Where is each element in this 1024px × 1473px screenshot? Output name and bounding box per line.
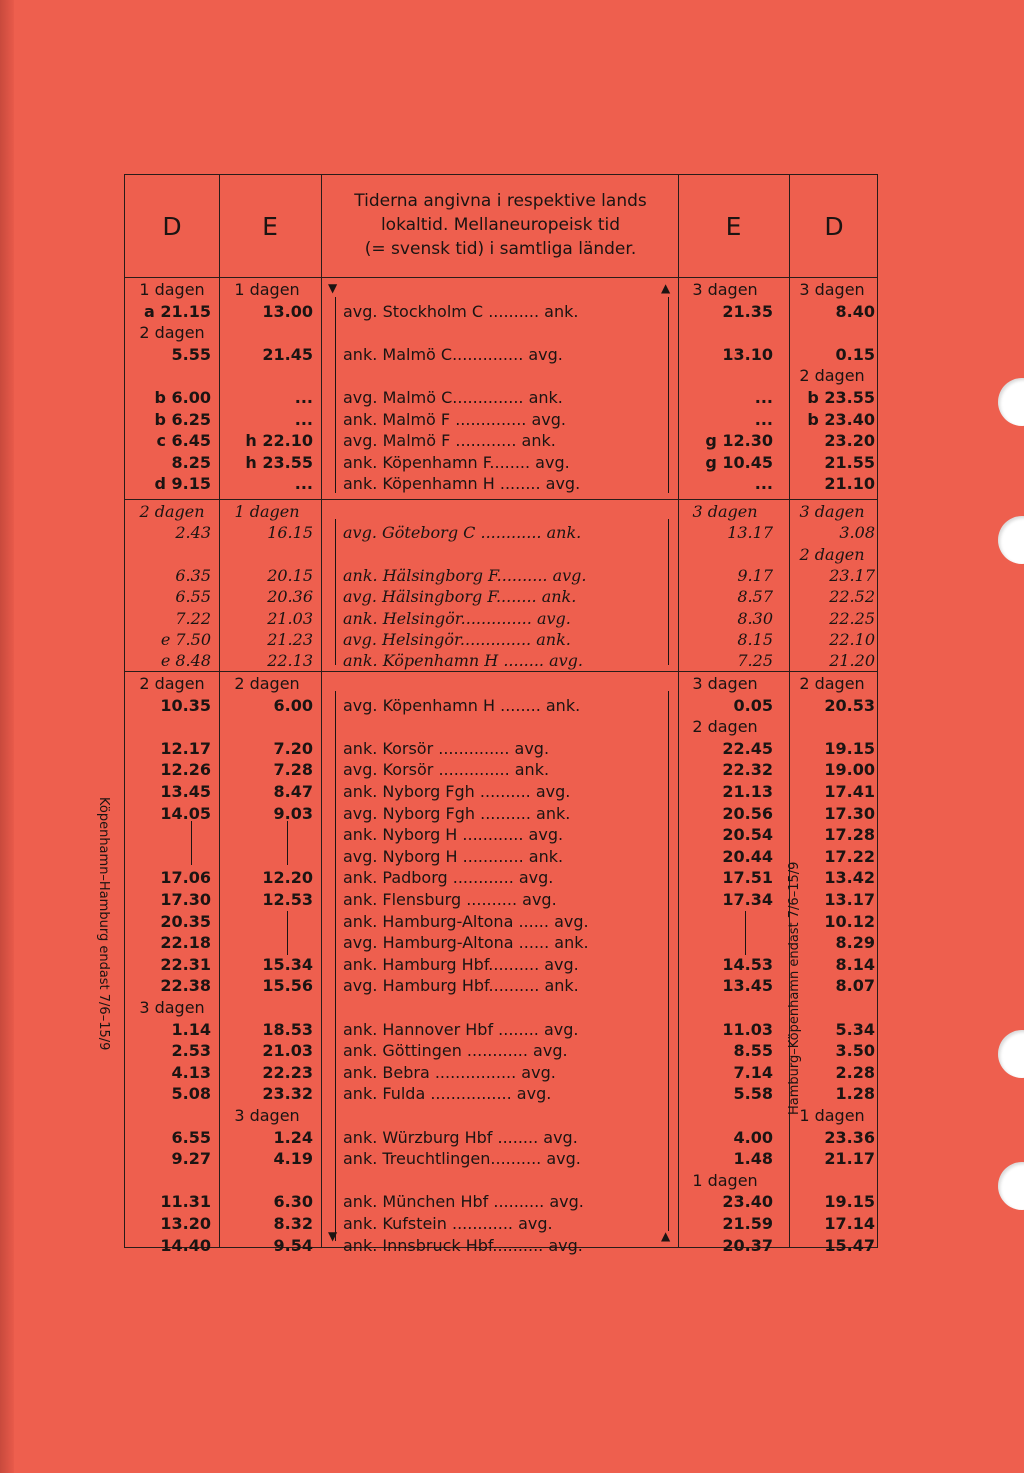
- time-cell: 21.23: [267, 629, 313, 649]
- time-cell: 13.42: [824, 868, 875, 888]
- table-row: [125, 365, 877, 386]
- time-cell: 21.17: [824, 1149, 875, 1169]
- table-row: [125, 409, 877, 430]
- table-row: [125, 1170, 877, 1191]
- station-cell: ank. Nyborg H ............ avg.: [343, 825, 564, 845]
- time-cell: ...: [294, 474, 313, 494]
- time-cell: 6.55: [175, 587, 211, 607]
- station-cell: avg. Göteborg C ............ ank.: [343, 523, 582, 543]
- table-row: [125, 889, 877, 910]
- header-note: [323, 189, 678, 261]
- time-cell: 11.03: [722, 1019, 773, 1039]
- time-cell: 8.25: [171, 452, 211, 472]
- time-cell: a 21.15: [144, 301, 211, 321]
- time-cell: b 6.00: [154, 388, 211, 407]
- time-cell: 2 dagen: [799, 674, 865, 693]
- time-cell: 3 dagen: [799, 280, 865, 299]
- table-row: [125, 544, 877, 565]
- time-cell: 8.07: [835, 976, 875, 996]
- header-col-e-return: E: [725, 211, 742, 241]
- table-row: [125, 501, 877, 522]
- time-cell: 20.44: [722, 846, 773, 866]
- time-cell: 2 dagen: [139, 323, 205, 343]
- time-cell: 8.32: [273, 1214, 313, 1233]
- time-cell: 8.14: [835, 954, 875, 974]
- time-cell: 9.03: [273, 803, 313, 823]
- table-row: [125, 565, 877, 586]
- section-divider: [125, 671, 877, 672]
- time-cell: 2.53: [171, 1041, 211, 1061]
- time-cell: 4.19: [273, 1149, 313, 1169]
- time-cell: 20.53: [824, 695, 875, 715]
- time-cell: ...: [294, 409, 313, 429]
- time-cell: 23.32: [262, 1084, 313, 1104]
- time-cell: 2 dagen: [139, 674, 205, 693]
- time-cell: 21.13: [722, 782, 773, 801]
- time-cell: 12.17: [160, 738, 211, 758]
- table-row: [125, 695, 877, 716]
- time-cell: 15.56: [262, 976, 313, 996]
- time-cell: e 8.48: [160, 651, 211, 671]
- time-cell: 21.10: [824, 474, 875, 494]
- arrow-up-icon: ▲: [661, 281, 671, 295]
- station-cell: ank. Würzburg Hbf ........ avg.: [343, 1127, 578, 1147]
- time-cell: 1.48: [733, 1149, 773, 1169]
- station-cell: ank. Malmö F .............. avg.: [343, 409, 566, 429]
- time-cell: 2 dagen: [692, 717, 758, 737]
- time-cell: 16.15: [267, 523, 313, 543]
- time-cell: 6.55: [171, 1127, 211, 1147]
- time-cell: 21.35: [722, 301, 773, 321]
- time-cell: 17.14: [824, 1214, 875, 1233]
- table-row: [125, 387, 877, 408]
- station-cell: ank. Treuchtlingen.......... avg.: [343, 1149, 581, 1169]
- time-cell: 8.47: [273, 782, 313, 801]
- time-cell: ...: [754, 409, 773, 429]
- table-row: [125, 738, 877, 759]
- timetable: [96, 174, 878, 1255]
- table-row: [125, 781, 877, 802]
- time-cell: 17.06: [160, 868, 211, 888]
- time-cell: 1.28: [835, 1084, 875, 1104]
- station-cell: avg. Malmö C.............. ank.: [343, 388, 563, 407]
- time-cell: 3.08: [839, 523, 875, 543]
- punch-hole: [998, 1030, 1024, 1078]
- table-row: [125, 1040, 877, 1061]
- station-cell: ank. Helsingör.............. avg.: [343, 608, 571, 628]
- header-note-line: (= svensk tid) i samtliga länder.: [364, 239, 637, 259]
- page-edge: [0, 0, 14, 1473]
- time-cell: 3 dagen: [692, 674, 758, 693]
- table-row: [125, 1019, 877, 1040]
- station-cell: ank. München Hbf .......... avg.: [343, 1192, 584, 1212]
- time-cell: e 7.50: [160, 629, 211, 649]
- time-cell: 8.30: [737, 608, 773, 628]
- station-cell: ank. Hamburg-Altona ...... avg.: [343, 911, 589, 931]
- time-cell: c 6.45: [156, 431, 211, 451]
- time-cell: 1.14: [171, 1019, 211, 1039]
- time-cell: g 12.30: [705, 431, 773, 451]
- time-cell: 2.28: [835, 1062, 875, 1082]
- time-cell: 20.15: [267, 565, 313, 585]
- time-cell: 5.55: [171, 344, 211, 364]
- time-cell: 17.28: [824, 825, 875, 845]
- time-cell: b 23.55: [807, 388, 875, 407]
- time-cell: 3 dagen: [234, 1106, 300, 1125]
- header-col-d-return: D: [824, 211, 844, 241]
- time-cell: 13.10: [722, 344, 773, 364]
- station-cell: ank. Malmö C.............. avg.: [343, 344, 563, 364]
- time-cell: 6.00: [273, 695, 313, 715]
- time-cell: 17.30: [160, 890, 211, 909]
- time-cell: 17.34: [722, 890, 773, 909]
- time-cell: 4.00: [733, 1127, 773, 1147]
- time-cell: 7.14: [733, 1062, 773, 1082]
- time-cell: 23.20: [824, 431, 875, 451]
- time-cell: 22.13: [267, 651, 313, 671]
- time-cell: 13.17: [824, 890, 875, 909]
- table-row: [125, 824, 877, 845]
- time-cell: 19.15: [824, 738, 875, 758]
- station-cell: avg. Stockholm C .......... ank.: [343, 301, 579, 321]
- time-cell: 13.20: [160, 1214, 211, 1233]
- time-cell: 13.45: [160, 782, 211, 801]
- table-row: [125, 452, 877, 473]
- time-cell: 13.45: [722, 976, 773, 996]
- table-row: [125, 608, 877, 629]
- table-row: [125, 1235, 877, 1256]
- station-cell: avg. Köpenhamn H ........ ank.: [343, 695, 581, 715]
- time-cell: 12.26: [160, 760, 211, 780]
- station-cell: ank. Nyborg Fgh .......... avg.: [343, 782, 571, 801]
- header-col-e: E: [262, 211, 278, 241]
- time-cell: 14.05: [160, 803, 211, 823]
- time-cell: 22.52: [829, 587, 875, 607]
- time-cell: ...: [294, 388, 313, 407]
- station-cell: ank. Köpenhamn H ........ avg.: [343, 651, 584, 671]
- time-cell: 22.31: [160, 954, 211, 974]
- time-cell: 8.29: [835, 933, 875, 953]
- time-cell: 7.25: [737, 651, 773, 671]
- station-cell: avg. Korsör .............. ank.: [343, 760, 550, 780]
- time-cell: 18.53: [262, 1019, 313, 1039]
- time-cell: 17.30: [824, 803, 875, 823]
- punch-hole: [998, 1162, 1024, 1210]
- table-row: [125, 867, 877, 888]
- station-cell: ank. Köpenhamn H ........ avg.: [343, 474, 581, 494]
- table-row: [125, 803, 877, 824]
- time-cell: 7.28: [273, 760, 313, 780]
- table-row: [125, 1148, 877, 1169]
- time-cell: 1 dagen: [234, 280, 300, 299]
- time-cell: 22.23: [262, 1062, 313, 1082]
- station-cell: ank. Fulda ................ avg.: [343, 1084, 552, 1104]
- time-cell: 13.00: [262, 301, 313, 321]
- time-cell: 1 dagen: [799, 1106, 865, 1125]
- time-cell: 3 dagen: [692, 502, 758, 521]
- station-cell: ank. Innsbruck Hbf.......... avg.: [343, 1235, 583, 1255]
- arrow-up-icon: ▲: [661, 1229, 671, 1243]
- header-col-d: D: [162, 211, 182, 241]
- time-cell: 11.31: [160, 1192, 211, 1212]
- time-cell: h 22.10: [245, 431, 313, 451]
- time-cell: 8.55: [733, 1041, 773, 1061]
- time-cell: 3 dagen: [139, 998, 205, 1017]
- station-cell: ank. Hannover Hbf ........ avg.: [343, 1019, 579, 1039]
- time-cell: 22.25: [829, 608, 875, 628]
- time-cell: 3 dagen: [799, 502, 865, 521]
- time-cell: 20.37: [722, 1235, 773, 1255]
- table-row: [125, 673, 877, 694]
- time-cell: 6.30: [273, 1192, 313, 1212]
- time-cell: 13.17: [727, 523, 773, 543]
- time-cell: 1 dagen: [139, 280, 205, 299]
- time-cell: 4.13: [171, 1062, 211, 1082]
- table-row: [125, 954, 877, 975]
- time-cell: 17.51: [722, 868, 773, 888]
- time-cell: 21.20: [829, 651, 875, 671]
- time-cell: 22.32: [722, 760, 773, 780]
- time-cell: ...: [754, 388, 773, 407]
- time-cell: 17.22: [824, 846, 875, 866]
- header-note-line: lokaltid. Mellaneuropeisk tid: [380, 215, 621, 235]
- header-note-line: Tiderna angivna i respektive lands: [354, 191, 647, 211]
- time-cell: 21.03: [262, 1041, 313, 1061]
- time-cell: b 6.25: [154, 409, 211, 429]
- side-note-left: Köpenhamn–Hamburg endast 7/6–15/9: [96, 797, 111, 1051]
- table-row: [125, 344, 877, 365]
- time-cell: 21.45: [262, 344, 313, 364]
- time-cell: 8.40: [835, 301, 875, 321]
- station-cell: avg. Nyborg Fgh .......... ank.: [343, 803, 571, 823]
- time-cell: 22.38: [160, 976, 211, 996]
- time-cell: 21.55: [824, 452, 875, 472]
- table-row: [125, 430, 877, 451]
- table-row: [125, 1105, 877, 1126]
- time-cell: b 23.40: [807, 409, 875, 429]
- time-cell: 3.50: [835, 1041, 875, 1061]
- side-note-right: Hamburg–Köpenhamn endast 7/6–15/9: [787, 861, 802, 1115]
- table-row: [125, 473, 877, 494]
- time-cell: 20.36: [267, 587, 313, 607]
- time-cell: 5.08: [171, 1084, 211, 1104]
- time-cell: 15.34: [262, 954, 313, 974]
- station-cell: ank. Flensburg .......... avg.: [343, 890, 557, 909]
- time-cell: 7.22: [175, 608, 211, 628]
- time-cell: 22.10: [829, 629, 875, 649]
- time-cell: 23.17: [829, 565, 875, 585]
- time-cell: 20.54: [722, 825, 773, 845]
- arrow-down-icon: ▼: [328, 281, 338, 295]
- punch-hole: [998, 516, 1024, 564]
- time-cell: 1.24: [273, 1127, 313, 1147]
- station-cell: avg. Helsingör.............. ank.: [343, 629, 571, 649]
- time-cell: 9.17: [737, 565, 773, 585]
- time-cell: 5.34: [835, 1019, 875, 1039]
- station-cell: avg. Hamburg-Altona ...... ank.: [343, 933, 589, 953]
- table-row: [125, 522, 877, 543]
- table-row: [125, 911, 877, 932]
- table-row: [125, 759, 877, 780]
- time-cell: 6.35: [175, 565, 211, 585]
- time-cell: 8.15: [737, 629, 773, 649]
- table-row: [125, 650, 877, 671]
- table-row: [125, 1127, 877, 1148]
- section-divider: [125, 499, 877, 500]
- station-cell: ank. Hamburg Hbf.......... avg.: [343, 954, 579, 974]
- time-cell: 10.35: [160, 695, 211, 715]
- station-cell: avg. Malmö F ............ ank.: [343, 431, 556, 451]
- station-cell: ank. Padborg ............ avg.: [343, 868, 554, 888]
- time-cell: 1 dagen: [234, 502, 300, 521]
- table-row: [125, 1062, 877, 1083]
- station-cell: ank. Kufstein ............ avg.: [343, 1214, 553, 1233]
- time-cell: 21.59: [722, 1214, 773, 1233]
- time-cell: 2 dagen: [234, 674, 300, 693]
- time-cell: d 9.15: [154, 474, 211, 494]
- time-cell: 0.05: [733, 695, 773, 715]
- time-cell: 14.53: [722, 954, 773, 974]
- time-cell: 20.56: [722, 803, 773, 823]
- time-cell: 17.41: [824, 782, 875, 801]
- table-row: [125, 279, 877, 300]
- time-cell: 8.57: [737, 587, 773, 607]
- time-cell: 20.35: [160, 911, 211, 931]
- table-row: [125, 301, 877, 322]
- table-row: [125, 716, 877, 737]
- station-cell: avg. Nyborg H ............ ank.: [343, 846, 564, 866]
- time-cell: 12.53: [262, 890, 313, 909]
- time-cell: 0.15: [835, 344, 875, 364]
- table-row: [125, 997, 877, 1018]
- table-row: [125, 1083, 877, 1104]
- station-cell: ank. Köpenhamn F........ avg.: [343, 452, 570, 472]
- time-cell: 2 dagen: [799, 366, 865, 386]
- table-row: [125, 932, 877, 953]
- time-cell: 14.40: [160, 1235, 211, 1255]
- time-cell: 9.27: [171, 1149, 211, 1169]
- time-cell: 2.43: [175, 523, 211, 543]
- time-cell: 15.47: [824, 1235, 875, 1255]
- table-row: [125, 975, 877, 996]
- station-cell: ank. Bebra ................ avg.: [343, 1062, 556, 1082]
- arrow-down-icon: ▼: [328, 1229, 338, 1243]
- header-divider: [125, 277, 877, 278]
- punch-hole: [998, 378, 1024, 426]
- time-cell: 1 dagen: [692, 1170, 758, 1190]
- table-row: [125, 1191, 877, 1212]
- table-row: [125, 846, 877, 867]
- time-cell: 19.15: [824, 1192, 875, 1212]
- time-cell: h 23.55: [245, 452, 313, 472]
- time-cell: 23.36: [824, 1127, 875, 1147]
- station-cell: ank. Göttingen ............ avg.: [343, 1041, 568, 1061]
- time-cell: 10.12: [824, 911, 875, 931]
- time-cell: 12.20: [262, 868, 313, 888]
- time-cell: 22.18: [160, 933, 211, 953]
- time-cell: 9.54: [273, 1235, 313, 1255]
- time-cell: 23.40: [722, 1192, 773, 1212]
- time-cell: 5.58: [733, 1084, 773, 1104]
- time-cell: g 10.45: [705, 452, 773, 472]
- station-cell: ank. Korsör .............. avg.: [343, 738, 550, 758]
- station-cell: ank. Hälsingborg F.......... avg.: [343, 565, 587, 585]
- time-cell: 22.45: [722, 738, 773, 758]
- station-cell: avg. Hamburg Hbf.......... ank.: [343, 976, 579, 996]
- time-cell: 19.00: [824, 760, 875, 780]
- time-cell: 21.03: [267, 608, 313, 628]
- time-cell: 2 dagen: [799, 544, 865, 564]
- table-row: [125, 1213, 877, 1234]
- table-row: [125, 322, 877, 343]
- station-cell: avg. Hälsingborg F........ ank.: [343, 587, 577, 607]
- time-cell: 7.20: [273, 738, 313, 758]
- time-cell: 2 dagen: [139, 502, 205, 521]
- table-row: [125, 586, 877, 607]
- time-cell: ...: [754, 474, 773, 494]
- table-row: [125, 629, 877, 650]
- time-cell: 3 dagen: [692, 280, 758, 299]
